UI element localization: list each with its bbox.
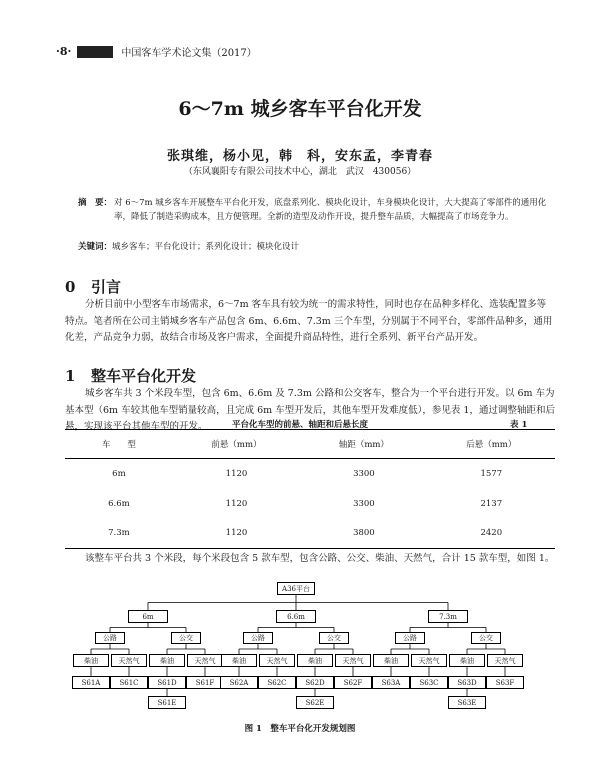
model-node: S63C: [410, 676, 448, 689]
running-title: 中国客车学术论文集（2017）: [121, 48, 257, 59]
model-node: S62A: [220, 676, 258, 689]
model-node: S62F: [334, 676, 372, 689]
table-row: [65, 459, 555, 489]
header-cell: 车 型: [65, 430, 173, 459]
fuel-node: 柴油: [373, 654, 409, 667]
model-node: S63F: [486, 676, 524, 689]
usage-node: 公交: [471, 632, 501, 644]
table-cell: 7.3m: [65, 519, 173, 549]
section-1-heading: [65, 365, 196, 386]
paper-title: 6～7m 城乡客车平台化开发: [178, 98, 422, 120]
fuel-node: 天然气: [187, 654, 223, 667]
length-node: 6m: [128, 610, 168, 623]
model-node: S62D: [296, 676, 334, 689]
abstract: [78, 196, 558, 222]
table-header-row: [65, 430, 555, 459]
fuel-node: 柴油: [449, 654, 485, 667]
header-cell: 前悬（mm）: [173, 430, 300, 459]
table-cell: 1577: [480, 468, 503, 479]
authors: 张琪维，杨小见，韩 科，安东孟，李青春: [166, 149, 433, 164]
abstract-label: 摘 要：: [78, 198, 113, 208]
keywords-label: 关键词：: [78, 242, 113, 252]
table-cell: 6.6m: [108, 498, 130, 509]
model-node: S61C: [110, 676, 148, 689]
section-title: 整车平台化开发: [91, 367, 197, 385]
table-cell: 3800: [300, 519, 427, 549]
model-node: S61D: [148, 676, 186, 689]
length-node: 7.3m: [428, 610, 468, 623]
model-node: S61A: [72, 676, 110, 689]
fuel-node: 天然气: [111, 654, 147, 667]
table-row: [65, 489, 555, 519]
section-title: 引言: [91, 278, 122, 296]
journal-logo-icon: [77, 46, 113, 58]
table-cell: 3300: [353, 498, 375, 509]
usage-node: 公路: [395, 632, 425, 644]
fuel-node: 天然气: [411, 654, 447, 667]
header-cell: 后悬（mm）: [428, 430, 555, 459]
section-1-paragraph: 城乡客车共 3 个米段车型，包含 6m、6.6m 及 7.3m 公路和公交客车，整合为一个平台进行开发。以 6m 车为基本型（6m 车较其他车型销量较高，且完成 6m 车型开发后，其他车型开发难度低），参见表 1，通过调整轴距和后悬，实现该平台其他车型的开发。: [65, 388, 555, 432]
header-cell: 轴距（mm）: [300, 430, 427, 459]
usage-node: 公路: [243, 632, 273, 644]
intro-paragraph: 分析目前中小型客车市场需求，6～7m 客车具有较为统一的需求特性，同时也存在品种多样化、选装配置多等特点。笔者所在公司主销城乡客车产品包含 6m、6.6m、7.3m 三个车型，分别属于不同平台，零部件品种多，通用化差，产品竞争力弱，故结合市场及客户需求，全面提升商品特性，进行全系列、新平台产品开发。: [65, 299, 553, 343]
fuel-node: 柴油: [221, 654, 257, 667]
platform-root-node: A36平台: [277, 582, 315, 595]
table-row: [65, 519, 555, 549]
figure-caption: 图 1 整车平台化开发规划图: [244, 724, 356, 734]
table-caption: 平台化车型的前悬、轴距和后悬长度: [231, 420, 368, 430]
fuel-node: 柴油: [297, 654, 333, 667]
section-1-paragraph-2: 该整车平台共 3 个米段，每个米段包含 5 款车型，包含公路、公交、柴油、天然气，合计 15 款车型，如图 1。: [85, 553, 555, 564]
dimensions-table: [65, 429, 555, 549]
usage-node: 公路: [95, 632, 125, 644]
model-node: S63A: [372, 676, 410, 689]
section-number: 0: [65, 278, 76, 296]
section-0-heading: [65, 276, 121, 297]
model-node: S61F: [186, 676, 224, 689]
table-number: 表 1: [510, 420, 528, 430]
fuel-node: 柴油: [73, 654, 109, 667]
table-cell: 2137: [480, 498, 503, 509]
usage-node: 公交: [319, 632, 349, 644]
length-node: 6.6m: [276, 610, 316, 623]
table-cell: 3300: [353, 468, 375, 479]
fuel-node: 天然气: [487, 654, 523, 667]
table-cell: 1120: [225, 498, 248, 509]
table-cell: 6m: [112, 468, 126, 479]
usage-node: 公交: [171, 632, 201, 644]
fuel-node: 天然气: [259, 654, 295, 667]
abstract-text: 对 6～7m 城乡客车开展整车平台化开发，底盘系列化、模块化设计，车身模块化设计，大大提高了零部件的通用化率，降低了制造采购成本，且方便管理。全新的造型及动作开设，提升整车品质，大幅提高了市场竞争力。: [114, 198, 547, 222]
section-number: 1: [65, 367, 76, 385]
fuel-node: 天然气: [335, 654, 371, 667]
model-node: S63D: [448, 676, 486, 689]
keywords: [78, 240, 558, 252]
fuel-node: 柴油: [149, 654, 185, 667]
affiliation: （东风襄阳专有限公司技术中心，湖北 武汉 430056）: [183, 167, 417, 177]
page-number: ·8·: [56, 45, 72, 58]
model-node: S63E: [448, 696, 486, 709]
model-node: S62E: [296, 696, 334, 709]
model-node: S61E: [148, 696, 186, 709]
running-header: [56, 44, 257, 59]
model-node: S62C: [258, 676, 296, 689]
keywords-text: 城乡客车；平台化设计；系列化设计；模块化设计: [112, 242, 300, 252]
table-cell: 1120: [225, 468, 248, 479]
table-cell: 1120: [173, 519, 300, 549]
table-cell: 2420: [428, 519, 555, 549]
